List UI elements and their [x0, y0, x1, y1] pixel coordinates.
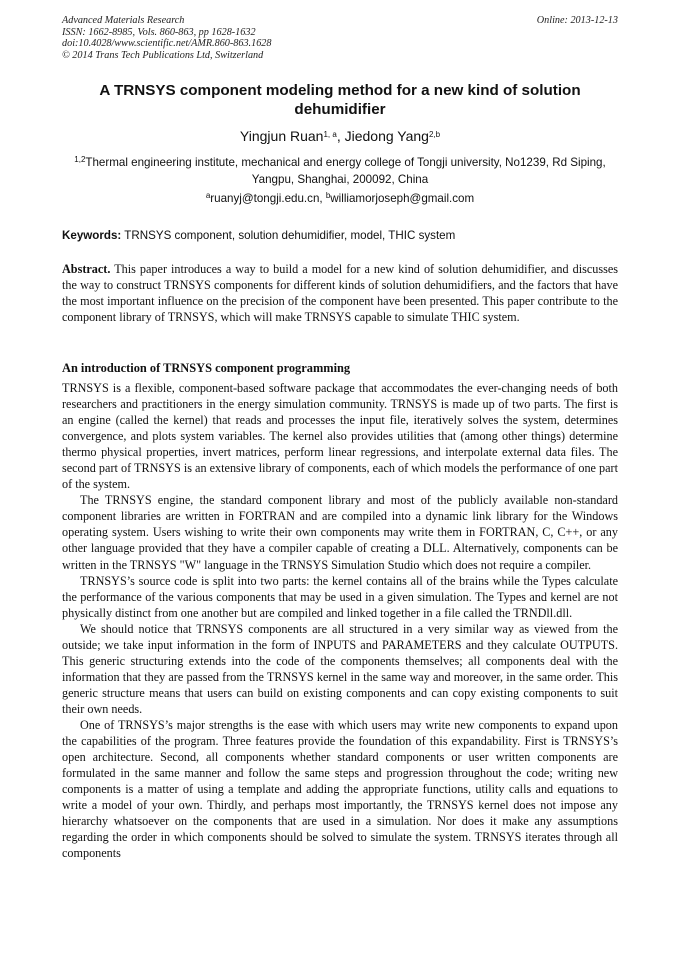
keywords-label: Keywords: — [62, 229, 122, 242]
issn-line: ISSN: 1662-8985, Vols. 860-863, pp 1628-1632 — [62, 26, 256, 38]
affiliation-text: Thermal engineering institute, mechanical and energy college of Tongji university, No1239, Rd Siping, Yangpu, Shanghai, 200092, China — [85, 156, 606, 186]
paragraph-3: TRNSYS’s source code is split into two parts: the kernel contains all of the brains while the Types calculate the performance of the various components that may be used in a given simulation. The Types and kernel are not physically distinct from one another but are compiled and linked together in a file called the TRNDll.dll. — [62, 573, 618, 620]
email-b-sup: b — [325, 191, 331, 200]
author-separator: , — [336, 128, 345, 144]
paragraph-2: The TRNSYS engine, the standard component library and most of the publicly available non-standard component libraries are written in FORTRAN and are compiled into a dynamic link library for the Windows operating system. Users wishing to write their own components may write them in FORTRAN, C, C++, or any other language provided that they have a compiler capable of creating a DLL. Alternatively, components can be written in the TRNSYS "W" language in the TRNSYS Simulation Studio which does not require a compiler. — [62, 493, 618, 572]
author-1: Yingjun Ruan — [239, 128, 324, 144]
section-heading: An introduction of TRNSYS component programming — [62, 361, 351, 375]
email-a-sup: a — [205, 191, 211, 200]
abstract — [62, 261, 618, 325]
author-2-sup: 2,b — [428, 130, 441, 139]
author-line — [62, 128, 618, 145]
email-b: williamorjoseph@gmail.com — [330, 192, 475, 205]
online-date: Online: 2013-12-13 — [536, 15, 618, 26]
journal-name: Advanced Materials Research — [62, 15, 185, 26]
author-1-sup: 1, a — [323, 130, 337, 139]
keywords — [62, 228, 618, 244]
doi-line: doi:10.4028/www.scientific.net/AMR.860-863.1628 — [62, 38, 272, 50]
copyright-line: © 2014 Trans Tech Publications Ltd, Switzerland — [62, 49, 264, 61]
paper-title: A TRNSYS component modeling method for a new kind of solution dehumidifier — [99, 82, 581, 118]
email-line — [62, 191, 618, 207]
email-a: ruanyj@tongji.edu.cn — [210, 192, 320, 205]
abstract-label: Abstract. — [62, 262, 111, 276]
email-separator: , — [319, 192, 326, 205]
affiliation-sup: 1,2 — [74, 155, 86, 164]
paragraph-4: We should notice that TRNSYS components are all structured in a very similar way as viewed from the outside; we take input information in the form of INPUTS and PARAMETERS and they calculate OUTPUTS. This generic structuring extends into the code of the components themselves; all components deal with the information that they are passed from the TRNSYS kernel in the same way and moreover, in the same order. This generic structure means that users can build on existing components and can copy existing components to suit their own needs. — [62, 621, 618, 716]
paragraph-1: TRNSYS is a flexible, component-based software package that accommodates the ever-changing needs of both researchers and practitioners in the energy simulation community. TRNSYS is made up of two parts. The first is an engine (called the kernel) that reads and processes the input file, iteratively solves the system, determines convergence, and plots system variables. The kernel also provides utilities that (among other things) determine thermo physical properties, invert matrices, perform linear regressions, and interpolate external data files. The second part of TRNSYS is an extensive library of components, each of which models the performance of one part of the system. — [62, 381, 618, 492]
abstract-text: This paper introduces a way to build a model for a new kind of solution dehumidifier, and discusses the way to construct TRNSYS components for different kinds of solution dehumidifiers, and the factors that have the most important influence on the precision of the component have been presented. This paper contribute to the component library of TRNSYS, which will make TRNSYS capable to simulate THIC system. — [62, 262, 618, 325]
author-2: Jiedong Yang — [344, 128, 429, 144]
section-body — [62, 380, 618, 861]
paragraph-5: One of TRNSYS’s major strengths is the ease with which users may write new components to expand upon the capabilities of the program. Three features provide the foundation of this expandability. First is TRNSYS’s open architecture. Second, all components whether standard components or user written components are formulated in the same manner and follow the same steps and progression throughout the code; writing new components is a matter of using a template and adding the appropriate functions, utility calls and equations to write a model of your own. Thirdly, and perhaps most importantly, the TRNSYS kernel does not impose any hierarchy whatsoever on the components that are used in a simulation. Nor does it make any assumptions regarding the order in which components should be solved to simulate the system. TRNSYS iterates through all components — [62, 717, 618, 861]
journal-header — [62, 15, 618, 61]
affiliation — [62, 155, 618, 188]
keywords-text: TRNSYS component, solution dehumidifier, model, THIC system — [121, 229, 456, 242]
